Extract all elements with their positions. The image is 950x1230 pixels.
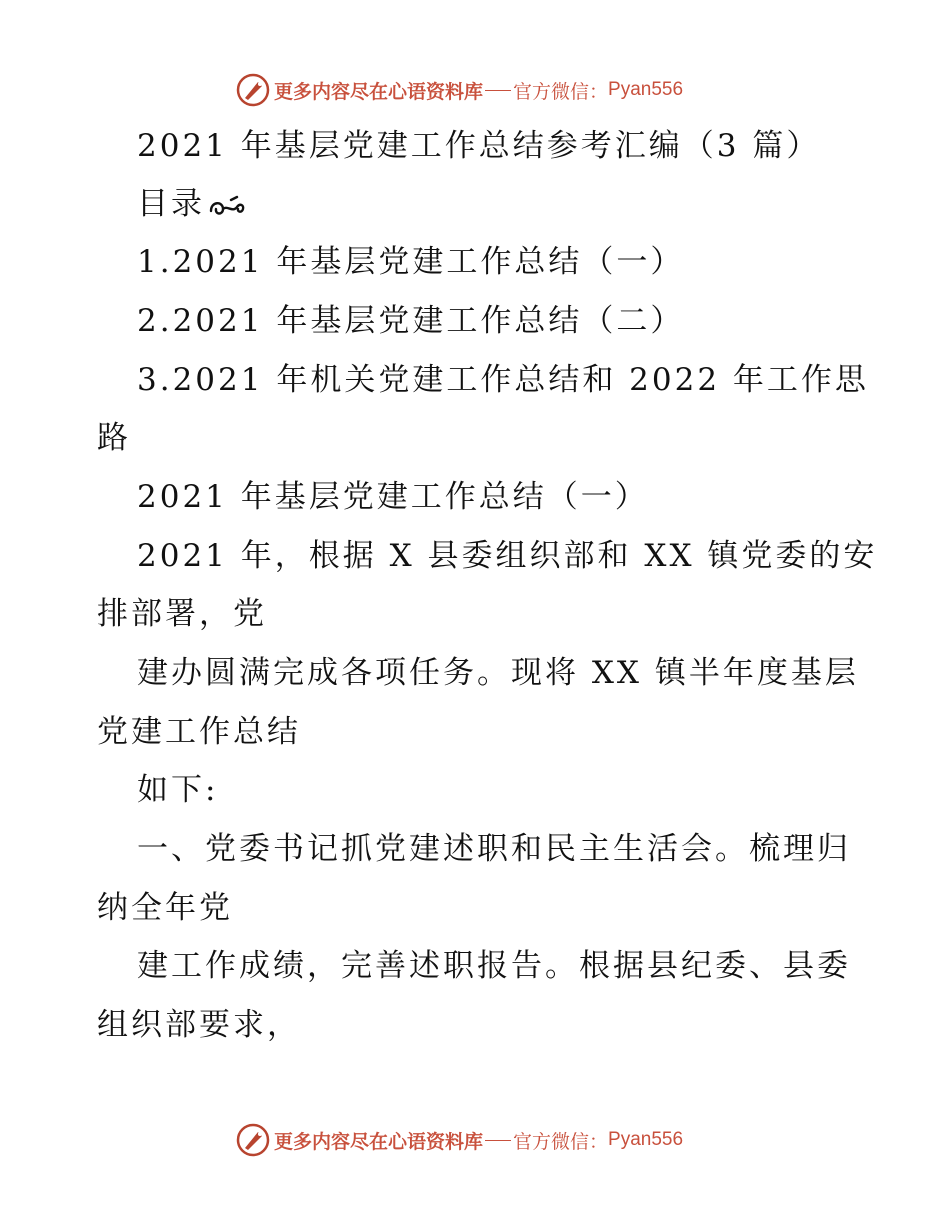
body-line: 建办圆满完成各项任务。现将 XX 镇半年度基层 [137,655,859,691]
body-line: 排部署，党 [97,596,267,632]
body-line: 建工作成绩，完善述职报告。根据县纪委、县委 [137,948,851,984]
toc-item-3: 3.2021 年机关党建工作总结和 2022 年工作思 [137,362,869,398]
pen-logo-icon [236,1123,270,1157]
section-title: 2021 年基层党建工作总结（一） [137,479,649,515]
document-title: 2021 年基层党建工作总结参考汇编（3 篇） [137,128,821,164]
watermark-label: 官方微信： [513,80,609,103]
watermark-dash [485,90,511,91]
watermark-id: Pyan556 [608,79,684,100]
toc-heading: 目录 [137,186,205,222]
toc-item-3-continued: 路 [97,420,131,456]
watermark-text: 更多内容尽在心语资料库 [274,80,484,103]
watermark-text: 更多内容尽在心语资料库 [274,1130,484,1153]
watermark-dash [485,1140,511,1141]
body-line: 组织部要求， [97,1007,301,1043]
footer-watermark [236,1123,683,1157]
flourish-icon [207,193,247,219]
body-line: 一、党委书记抓党建述职和民主生活会。梳理归 [137,831,851,867]
body-line: 2021 年，根据 X 县委组织部和 XX 镇党委的安 [137,538,878,574]
pen-logo-icon [236,73,270,107]
body-line: 如下: [137,772,219,808]
toc-item-1: 1.2021 年基层党建工作总结（一） [137,244,685,280]
toc-heading-row [97,184,897,224]
body-line: 纳全年党 [97,890,233,926]
header-watermark [236,73,683,107]
watermark-id: Pyan556 [608,1129,684,1150]
watermark-label: 官方微信： [513,1130,609,1153]
toc-item-2: 2.2021 年基层党建工作总结（二） [137,303,685,339]
body-line: 党建工作总结 [97,714,301,750]
